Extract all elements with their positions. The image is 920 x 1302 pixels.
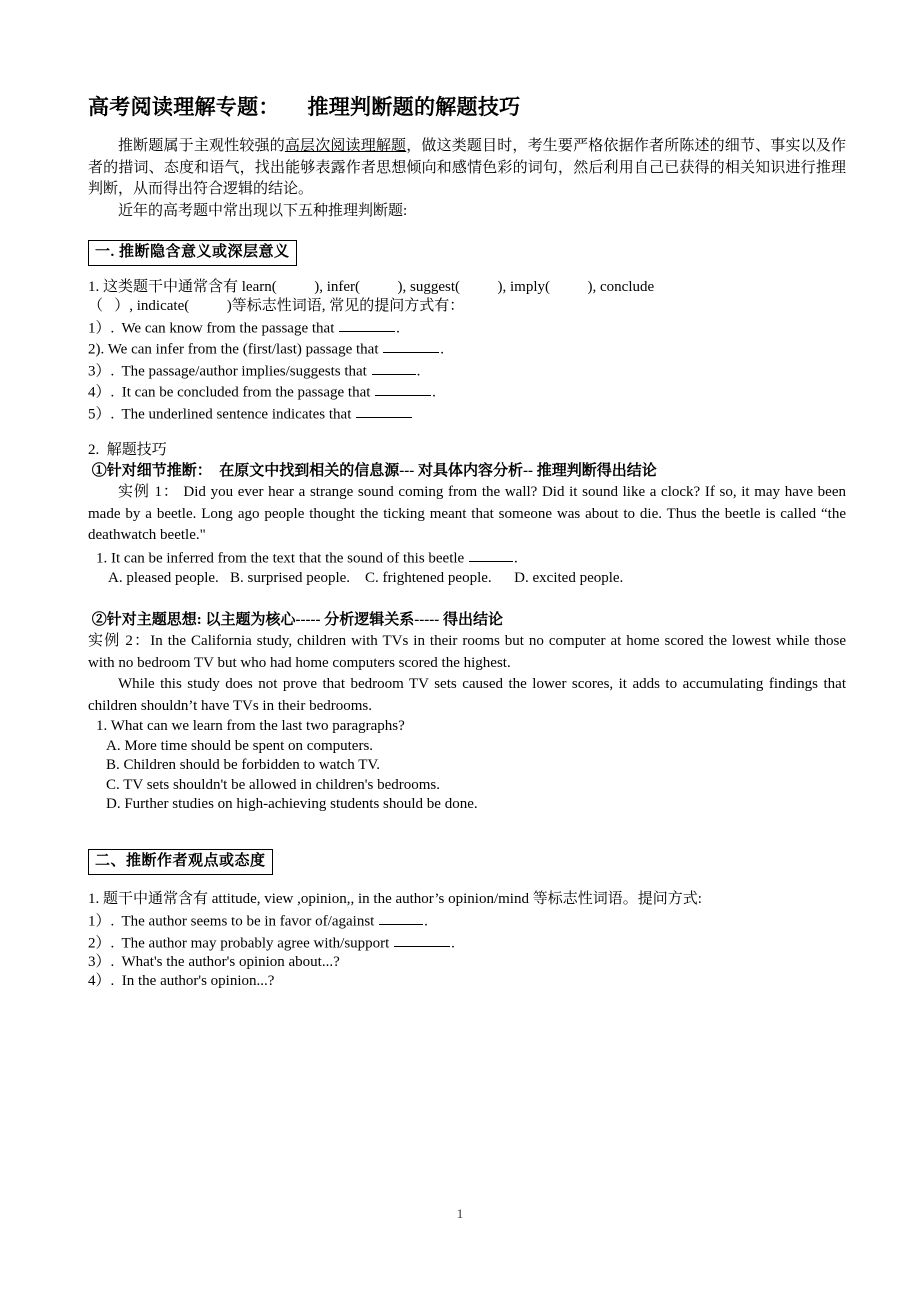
example-1-question [88,547,846,569]
question-stem-2-tail: . [440,341,444,358]
option-a: A. pleased people. [108,569,219,586]
section-two-stem-4: 4）. In the author's opinion...? [88,973,275,990]
example-1-options [88,569,846,589]
section-one-item2-heading: 2. 解题技巧 [88,442,167,459]
section-two-stem-2-text: 2）. The author may probably agree with/support [88,934,394,951]
example-1-question-tail: . [513,550,518,567]
technique-1: ①针对细节推断： 在原文中找到相关的信息源--- 对具体内容分析-- 推理判断得出结论 [88,463,657,480]
section-two-stem-1 [88,910,846,932]
question-stem-3-text: 3）. The passage/author implies/suggests that [88,362,371,379]
answer-blank [469,547,513,562]
section-two-item1: 1. 题干中通常含有 attitude, view ,opinion,, in the author’s opinion/mind 等标志性词语。提问方式: [88,890,702,907]
example-1-paragraph [88,482,846,547]
answer-blank [379,910,423,925]
question-stem-5-text: 5）. The underlined sentence indicates that [88,406,356,423]
answer-blank [372,360,416,375]
intro-paragraph [88,136,846,201]
spacer [88,424,846,440]
question-stem-4 [88,381,846,403]
section-one-item1-line1: 1. 这类题干中通常含有 learn( ), infer( ), suggest( ), imply( ), conclude [88,279,655,295]
question-stem-2-text: 2). We can infer from the (first/last) passage that [88,341,383,358]
answer-blank [375,381,431,396]
section-two-heading-wrap [88,849,846,875]
example-2-text: In the California study, children with TVs in their rooms but no computer at home scored the lowest while those with no bedroom TV but who had home computers scored the highest. [88,633,846,671]
example-1-question-text: 1. It can be inferred from the text that the sound of this beetle [96,550,468,567]
example-2-option-a: A. More time should be spent on computers. [106,737,374,754]
question-stem-1 [88,317,846,339]
example-2-paragraph-2: While this study does not prove that bedroom TV sets caused the lower scores, it adds to accumulating findings that children shouldn’t have TVs in their bedrooms. [88,676,846,714]
section-one-heading-wrap [88,240,846,266]
spacer [88,588,846,610]
intro-paragraph-2: 近年的高考题中常出现以下五种推理判断题: [118,202,408,219]
section-two-heading: 二、推断作者观点或态度 [88,849,273,875]
example-1-text: Did you ever hear a strange sound coming from the wall? Did it sound like a clock? If so, it may have been made by a beetle. Long ago people thought the ticking meant that someone was about to die. Thus the beetle is called “the deathwatch beetle." [88,484,846,544]
option-c: C. frightened people. [365,569,492,586]
intro-text-before: 推断题属于主观性较强的 [118,138,285,154]
section-one-heading: 一. 推断隐含意义或深层意义 [88,240,297,266]
question-stem-3 [88,360,846,382]
option-b: B. surprised people. [230,569,351,586]
example-2-paragraph [88,631,846,674]
example-2-label: 实例 2： [88,633,151,650]
example-2-question: 1. What can we learn from the last two paragraphs? [96,718,405,735]
section-two-stem-1-tail: . [424,913,428,930]
example-2-option-d: D. Further studies on high-achieving students should be done. [106,796,478,813]
section-two-stem-1-text: 1）. The author seems to be in favor of/against [88,913,379,930]
question-stem-3-tail: . [416,362,421,379]
question-stem-5 [88,403,846,425]
question-stem-1-text: 1）. We can know from the passage that [88,319,339,336]
intro-underlined-term: 高层次阅读理解题 [284,138,407,154]
question-stem-4-tail: . [432,384,436,401]
answer-blank [356,403,412,418]
intro-text-after: ，做这类题目时，考生要严格依据作者所陈述的细节、事实以及作者的措词、态度和语气，找出能够表露作者思想倾向和感情色彩的词句，然后利用自己已获得的相关知识进行推理判断，从而得出符合逻辑的结论。 [88,138,846,197]
question-stem-2 [88,338,846,360]
example-2-option-c: C. TV sets shouldn't be allowed in children's bedrooms. [106,776,440,793]
option-d: D. excited people. [514,569,624,586]
section-two-stem-3: 3）. What's the author's opinion about...? [88,954,340,971]
section-two-stem-2-tail: . [451,934,455,951]
section-two-stem-2 [88,932,846,954]
answer-blank [394,932,450,947]
question-stem-1-tail: . [396,319,400,336]
answer-blank [339,317,395,332]
example-1-label: 实例 1： [118,484,179,501]
page-number: 1 [456,1206,464,1221]
page-title: 高考阅读理解专题： 推理判断题的解题技巧 [88,95,521,119]
technique-2: ②针对主题思想: 以主题为核心----- 分析逻辑关系----- 得出结论 [88,612,503,629]
question-stem-4-text: 4）. It can be concluded from the passage that [88,384,375,401]
example-2-option-b: B. Children should be forbidden to watch TV. [106,757,380,774]
section-one-item1-line2: （ ）, indicate( )等标志性词语, 常见的提问方式有： [88,298,465,315]
answer-blank [383,338,439,353]
document-content [88,92,846,992]
